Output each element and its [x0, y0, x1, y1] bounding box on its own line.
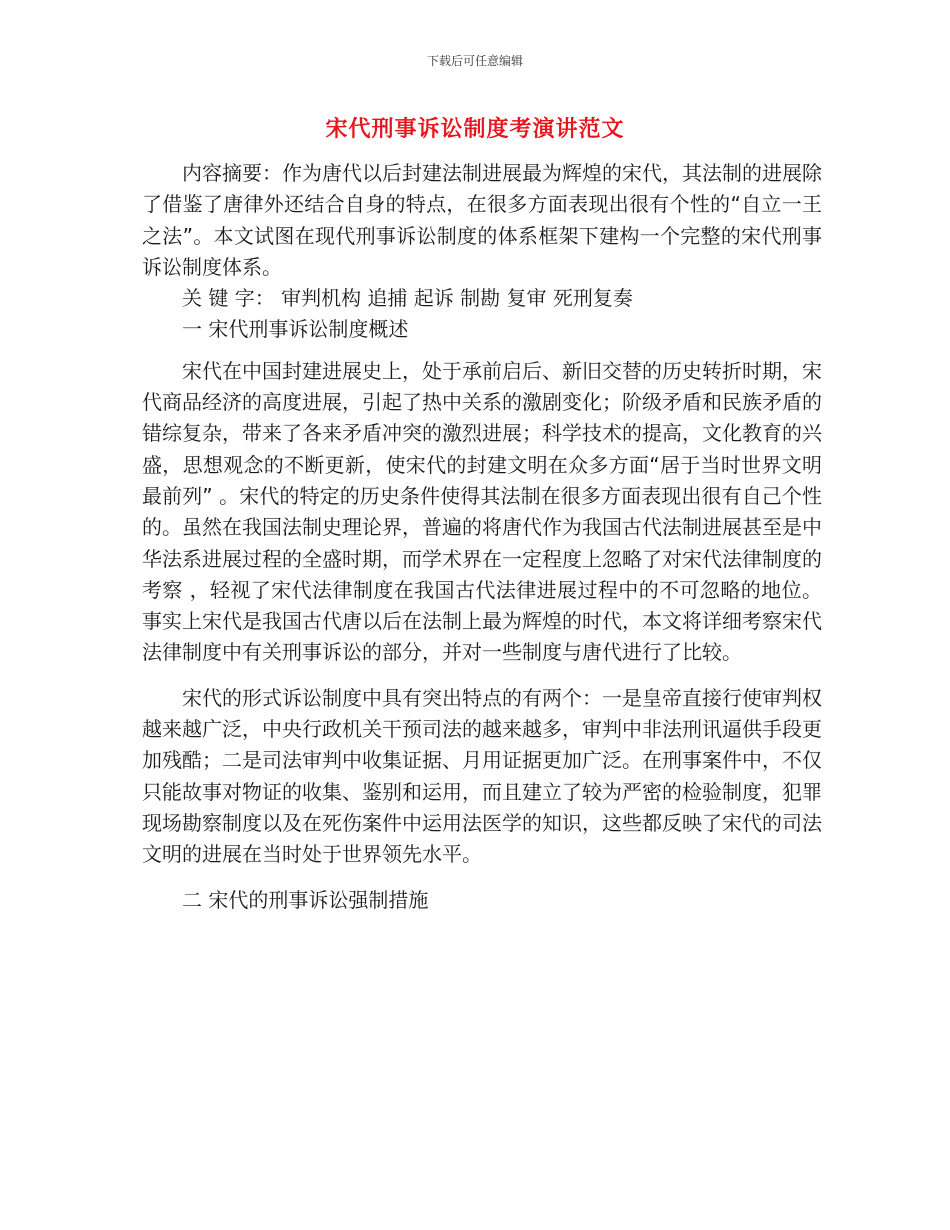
- body-paragraph-1: 宋代在中国封建进展史上，处于承前启后、新旧交替的历史转折时期，宋代商品经济的高度进展，引起了热中关系的激剧变化；阶级矛盾和民族矛盾的错综复杂，带来了各来矛盾冲突的激烈进展；科学技术的提高，文化教育的兴盛，思想观念的不断更新，使宋代的封建文明在众多方面“居于当时世界文明最前列” 。宋代的特定的历史条件使得其法制在很多方面表现出很有自己个性的。虽然在我国法制史理论界，普遍的将唐代作为我国古代法制进展甚至是中华法系进展过程的全盛时期，而学术界在一定程度上忽略了对宋代法律制度的考察 ，轻视了宋代法律制度在我国古代法律进展过程中的不可忽略的地位。事实上宋代是我国古代唐以后在法制上最为辉煌的时代，本文将详细考察宋代 法律制度中有关刑事诉讼的部分，并对一些制度与唐代进行了比较。: [142, 358, 822, 665]
- abstract-paragraph: 内容摘要：作为唐代以后封建法制进展最为辉煌的宋代，其法制的进展除了借鉴了唐律外还结合自身的特点，在很多方面表现出很有个性的“自立一王之法”。本文试图在现代刑事诉讼制度的体系框架下建构一个完整的宋代刑事诉讼制度体系。: [142, 161, 822, 279]
- section-heading-1: 一 宋代刑事诉讼制度概述: [182, 317, 409, 342]
- document-body: [142, 158, 822, 916]
- header-note: 下载后可任意编辑: [426, 54, 523, 68]
- document-title: 宋代刑事诉讼制度考演讲范文: [325, 117, 625, 142]
- keywords-line: 关 键 字： 审判机构 追捕 起诉 制勘 复审 死刑复奏: [182, 286, 633, 311]
- section-heading-2: 二 宋代的刑事诉讼强制措施: [182, 887, 429, 912]
- body-paragraph-2: 宋代的形式诉讼制度中具有突出特点的有两个：一是皇帝直接行使审判权越来越广泛，中央行政机关干预司法的越来越多，审判中非法刑讯逼供手段更加残酷；二是司法审判中收集证据、月用证据更加广泛。在刑事案件中，不仅只能故事对物证的收集、鉴别和运用，而且建立了较为严密的检验制度，犯罪现场勘察制度以及在死伤案件中运用法医学的知识，这些都反映了宋代的司法文明的进展在当时处于世界领先水平。: [142, 685, 822, 867]
